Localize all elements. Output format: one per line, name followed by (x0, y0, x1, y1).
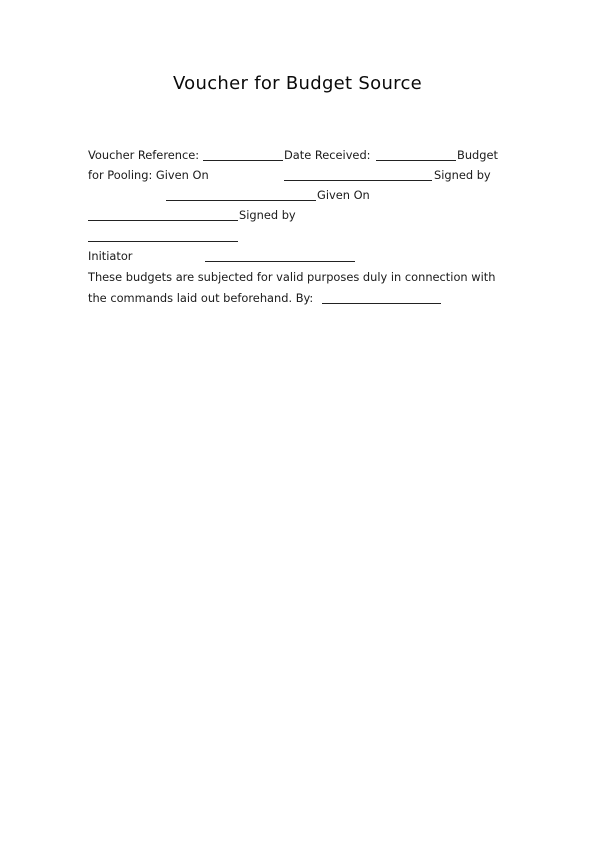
voucher-reference-blank[interactable] (203, 160, 283, 161)
voucher-reference-label: Voucher Reference: (88, 148, 200, 162)
statement-line-1: These budgets are subjected for valid purposes duly in connection with (88, 270, 496, 284)
date-received-blank[interactable] (376, 160, 456, 161)
by-signature-blank[interactable] (322, 303, 441, 304)
initiator-blank[interactable] (205, 261, 355, 262)
signed-by-blank-1[interactable] (166, 200, 316, 201)
initiator-label: Initiator (88, 249, 133, 263)
given-on-label-2: Given On (317, 188, 370, 202)
date-received-label: Date Received: (284, 148, 371, 162)
given-on-blank-2[interactable] (88, 220, 238, 221)
document-title: Voucher for Budget Source (172, 73, 423, 94)
signed-by-blank-2[interactable] (88, 241, 238, 242)
signed-by-label-2: Signed by (239, 208, 296, 222)
signed-by-label-1: Signed by (434, 168, 491, 182)
statement-line-2: the commands laid out beforehand. By: (88, 291, 314, 305)
for-pooling-given-on-label: for Pooling: Given On (88, 168, 209, 182)
budget-label: Budget (457, 148, 498, 162)
given-on-blank-1[interactable] (284, 180, 432, 181)
